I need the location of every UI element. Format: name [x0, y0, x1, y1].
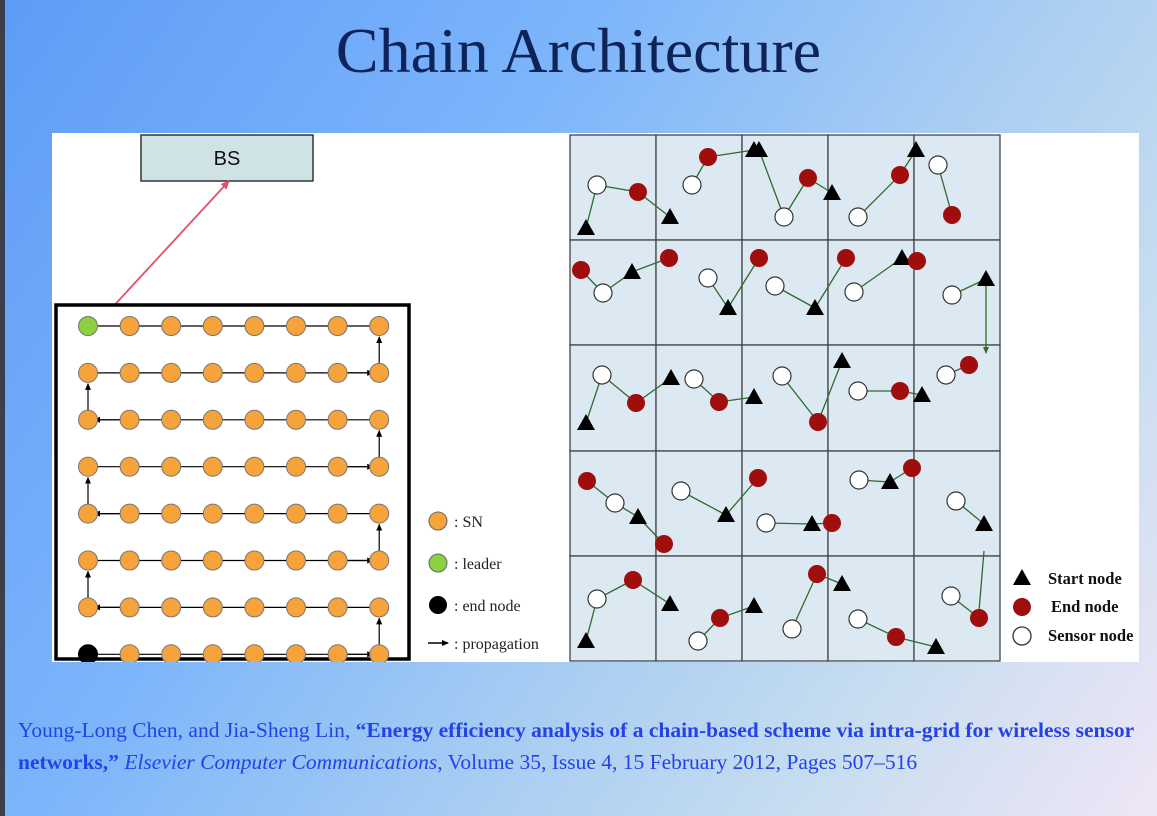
- end-node: [887, 628, 905, 646]
- leader-node: [79, 317, 98, 336]
- sn-node: [203, 551, 222, 570]
- sn-node: [245, 410, 264, 429]
- grid-cell: [828, 556, 914, 661]
- grid-cell: [742, 451, 828, 556]
- sn-node: [79, 504, 98, 523]
- legend-end-node-circle: [429, 596, 447, 614]
- sn-node: [287, 504, 306, 523]
- legend-sn-circle: [429, 512, 447, 530]
- sn-node: [287, 457, 306, 476]
- sn-node: [287, 645, 306, 662]
- sn-node: [245, 363, 264, 382]
- sn-node: [287, 598, 306, 617]
- sn-node: [203, 410, 222, 429]
- sensor-node: [849, 382, 867, 400]
- sn-node: [370, 551, 389, 570]
- right-legend: [1013, 569, 1133, 645]
- legend-end-node-text: End node: [1051, 597, 1119, 616]
- sn-node: [79, 363, 98, 382]
- end-node: [808, 565, 826, 583]
- sn-node: [162, 363, 181, 382]
- end-node: [624, 571, 642, 589]
- sn-node: [370, 645, 389, 662]
- legend-end-node-dot: [1013, 598, 1031, 616]
- sn-node: [120, 645, 139, 662]
- sn-node: [120, 551, 139, 570]
- end-node: [908, 252, 926, 270]
- sn-node: [245, 645, 264, 662]
- sensor-node: [606, 494, 624, 512]
- end-node: [629, 183, 647, 201]
- citation-journal: Elsevier Computer Communications: [124, 750, 438, 774]
- left-legend: [428, 512, 539, 653]
- end-node: [837, 249, 855, 267]
- sensor-node: [593, 366, 611, 384]
- sn-node: [245, 598, 264, 617]
- sn-node: [162, 504, 181, 523]
- end-node: [655, 535, 673, 553]
- citation-title: “Energy efficiency analysis of a chain-based scheme via intra-grid for wireless sensor networks,”: [18, 718, 1134, 774]
- sensor-node: [783, 620, 801, 638]
- sn-node: [328, 504, 347, 523]
- end-node: [578, 472, 596, 490]
- sn-node: [245, 317, 264, 336]
- sn-node: [203, 598, 222, 617]
- sensor-node: [937, 366, 955, 384]
- sn-node: [203, 457, 222, 476]
- sn-node: [328, 457, 347, 476]
- grid-cell: [828, 451, 914, 556]
- sn-node: [328, 410, 347, 429]
- sn-node: [287, 317, 306, 336]
- end-node: [711, 609, 729, 627]
- sensor-node: [943, 286, 961, 304]
- sensor-node: [699, 269, 717, 287]
- sn-node: [245, 551, 264, 570]
- sn-node: [203, 317, 222, 336]
- end-node: [823, 514, 841, 532]
- sensor-node: [929, 156, 947, 174]
- sensor-node: [766, 277, 784, 295]
- legend-sn-label: : SN: [454, 514, 483, 531]
- sn-node: [245, 457, 264, 476]
- end-node: [799, 169, 817, 187]
- legend-sensor-node-circle: [1013, 627, 1031, 645]
- end-node: [891, 382, 909, 400]
- sn-node: [120, 598, 139, 617]
- legend-leader-circle: [429, 554, 447, 572]
- sn-node: [120, 317, 139, 336]
- sensor-node: [689, 632, 707, 650]
- window-left-edge: [0, 0, 5, 816]
- sn-node: [120, 504, 139, 523]
- sensor-node: [672, 482, 690, 500]
- sn-node: [162, 410, 181, 429]
- citation-authors: Young-Long Chen, and Jia-Sheng Lin,: [18, 718, 356, 742]
- sensor-node: [942, 587, 960, 605]
- chain-diagram: [52, 133, 1139, 662]
- sn-node: [203, 504, 222, 523]
- sensor-node: [845, 283, 863, 301]
- sensor-node: [850, 471, 868, 489]
- sn-node: [120, 410, 139, 429]
- legend-end-node-label: : end node: [454, 598, 521, 615]
- end-node: [710, 393, 728, 411]
- sn-node: [79, 457, 98, 476]
- sn-node: [203, 645, 222, 662]
- sn-node: [120, 457, 139, 476]
- end-node: [750, 249, 768, 267]
- sn-node: [287, 363, 306, 382]
- sn-node: [162, 645, 181, 662]
- figure-panel: [52, 133, 1139, 662]
- end-node: [891, 166, 909, 184]
- sn-node: [79, 410, 98, 429]
- sensor-node: [947, 492, 965, 510]
- legend-start-node-label: Start node: [1048, 569, 1122, 588]
- sensor-node: [588, 176, 606, 194]
- end-node: [660, 249, 678, 267]
- sensor-node: [594, 284, 612, 302]
- end-node: [970, 609, 988, 627]
- sn-node: [287, 410, 306, 429]
- end-node: [572, 261, 590, 279]
- sn-node: [287, 551, 306, 570]
- sn-node: [328, 317, 347, 336]
- sn-node: [79, 551, 98, 570]
- sn-node: [370, 598, 389, 617]
- end-node: [809, 413, 827, 431]
- end-node: [699, 148, 717, 166]
- citation-details: , Volume 35, Issue 4, 15 February 2012, Pages 507–516: [437, 750, 918, 774]
- sensor-node: [775, 208, 793, 226]
- slide-title: Chain Architecture: [335, 15, 822, 86]
- sensor-node: [757, 514, 775, 532]
- grid-cell: [828, 135, 914, 240]
- end-node: [627, 394, 645, 412]
- sn-node: [370, 317, 389, 336]
- sn-node: [370, 363, 389, 382]
- sensor-node: [588, 590, 606, 608]
- sensor-node: [849, 610, 867, 628]
- grid-cell: [656, 345, 742, 451]
- sn-node: [370, 457, 389, 476]
- legend-propagation-label: : propagation: [454, 636, 539, 653]
- sn-node: [328, 551, 347, 570]
- sn-node: [370, 504, 389, 523]
- end-node: [903, 459, 921, 477]
- leader-to-bs-link: [97, 181, 229, 324]
- sn-node: [328, 598, 347, 617]
- grid-cell: [570, 240, 656, 345]
- legend-start-triangle-icon: [1013, 569, 1031, 585]
- sn-node: [203, 363, 222, 382]
- sensor-field-frame: [56, 305, 409, 659]
- sn-node: [162, 551, 181, 570]
- legend-leader-label: : leader: [454, 556, 502, 573]
- base-station-label: BS: [213, 148, 241, 170]
- citation: [18, 714, 1138, 778]
- sensor-node: [849, 208, 867, 226]
- end-node: [943, 206, 961, 224]
- sn-node: [120, 363, 139, 382]
- sn-node: [370, 410, 389, 429]
- sn-node: [328, 645, 347, 662]
- sn-node: [162, 457, 181, 476]
- end-node: [79, 645, 98, 662]
- sensor-node: [685, 370, 703, 388]
- end-node: [960, 356, 978, 374]
- legend-sensor-node-label: Sensor node: [1048, 626, 1134, 645]
- sn-node: [245, 504, 264, 523]
- end-node: [749, 469, 767, 487]
- sensor-node: [683, 176, 701, 194]
- sn-node: [162, 317, 181, 336]
- grid-cell: [914, 135, 1000, 240]
- sensor-node: [773, 367, 791, 385]
- sn-node: [328, 363, 347, 382]
- sn-node: [79, 598, 98, 617]
- sn-node: [162, 598, 181, 617]
